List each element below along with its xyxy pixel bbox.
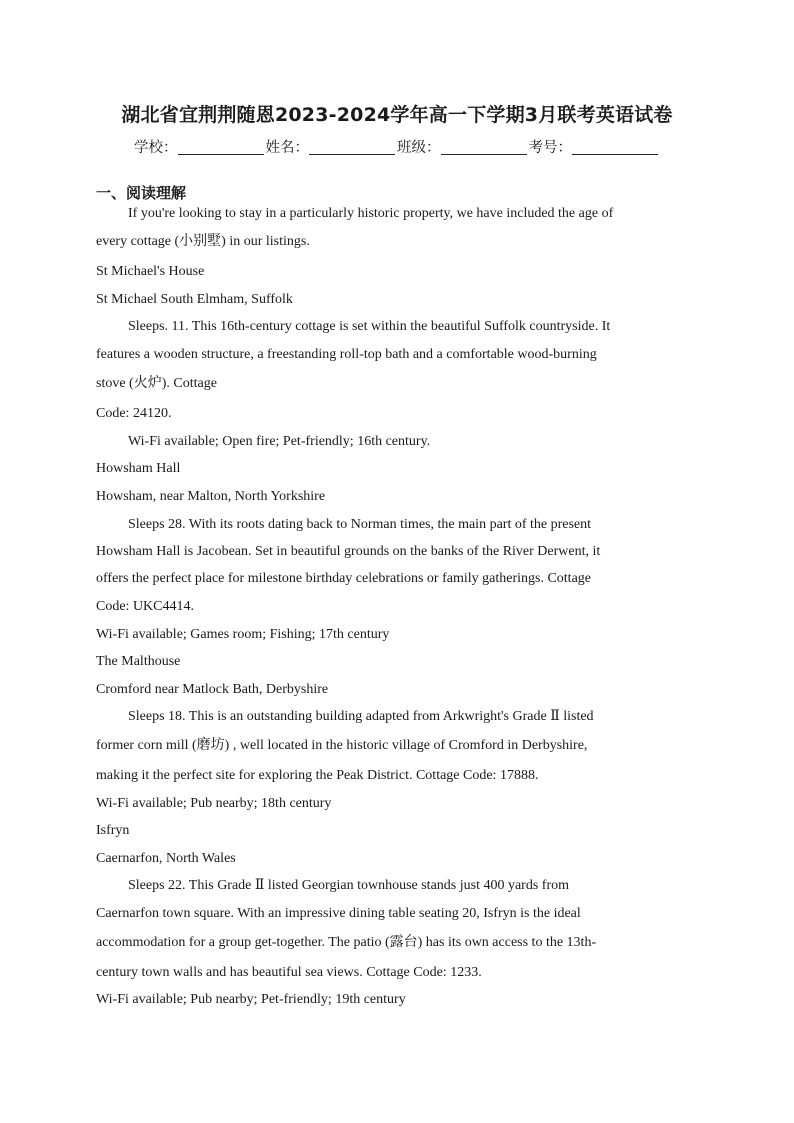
text-line: If you're looking to stay in a particularly historic property, we have included the age of <box>128 206 614 221</box>
text-line: stove (火炉). Cottage <box>96 376 217 391</box>
text-line: Wi-Fi available; Open fire; Pet-friendly; 16th century. <box>128 434 431 449</box>
text-line: Sleeps. 11. This 16th-century cottage is set within the beautiful Suffolk countryside. It <box>128 319 611 334</box>
text-line: Howsham Hall <box>96 461 181 476</box>
name-blank[interactable] <box>309 140 395 155</box>
text-line: former corn mill (磨坊) , well located in the historic village of Cromford in Derbyshire, <box>96 738 588 753</box>
exam-title: 湖北省宜荆荆随恩2023-2024学年高一下学期3月联考英语试卷 <box>121 104 673 126</box>
text-line: The Malthouse <box>96 654 181 669</box>
text-line: Howsham Hall is Jacobean. Set in beautiful grounds on the banks of the River Derwent, it <box>96 544 601 559</box>
text-line: offers the perfect place for milestone birthday celebrations or family gatherings. Cottage <box>96 571 592 586</box>
text-line: Cromford near Matlock Bath, Derbyshire <box>96 682 329 697</box>
text-line: Caernarfon town square. With an impressive dining table seating 20, Isfryn is the ideal <box>96 906 581 921</box>
text-line: Code: 24120. <box>96 406 172 421</box>
text-line: Wi-Fi available; Pub nearby; 18th century <box>96 796 332 811</box>
class-field[interactable]: 班级： <box>397 136 529 157</box>
text-line: Code: UKC4414. <box>96 599 194 614</box>
text-line: Sleeps 18. This is an outstanding building adapted from Arkwright's Grade Ⅱ listed <box>128 709 594 724</box>
text-line: making it the perfect site for exploring the Peak District. Cottage Code: 17888. <box>96 768 539 783</box>
text-line: St Michael South Elmham, Suffolk <box>96 292 293 307</box>
text-line: every cottage (小别墅) in our listings. <box>96 234 310 249</box>
text-line: Sleeps 22. This Grade Ⅱ listed Georgian townhouse stands just 400 yards from <box>128 878 569 893</box>
exam-number-field[interactable]: 考号： <box>529 136 661 157</box>
text-line: Wi-Fi available; Games room; Fishing; 17th century <box>96 627 390 642</box>
school-blank[interactable] <box>178 140 264 155</box>
student-info-line <box>0 136 794 157</box>
text-line: accommodation for a group get-together. The patio (露台) has its own access to the 13th- <box>96 935 597 950</box>
section-heading: 一、阅读理解 <box>96 184 187 202</box>
text-line: Sleeps 28. With its roots dating back to Norman times, the main part of the present <box>128 517 592 532</box>
text-line: Caernarfon, North Wales <box>96 851 236 866</box>
text-line: St Michael's House <box>96 264 205 279</box>
name-field[interactable]: 姓名： <box>266 136 398 157</box>
text-line: Howsham, near Malton, North Yorkshire <box>96 489 326 504</box>
text-line: century town walls and has beautiful sea views. Cottage Code: 1233. <box>96 965 482 980</box>
class-blank[interactable] <box>441 140 527 155</box>
exam-number-blank[interactable] <box>572 140 658 155</box>
school-field[interactable]: 学校： <box>134 136 266 157</box>
text-line: Isfryn <box>96 823 130 838</box>
text-line: Wi-Fi available; Pub nearby; Pet-friendly; 19th century <box>96 992 406 1007</box>
text-line: features a wooden structure, a freestanding roll-top bath and a comfortable wood-burning <box>96 347 597 362</box>
